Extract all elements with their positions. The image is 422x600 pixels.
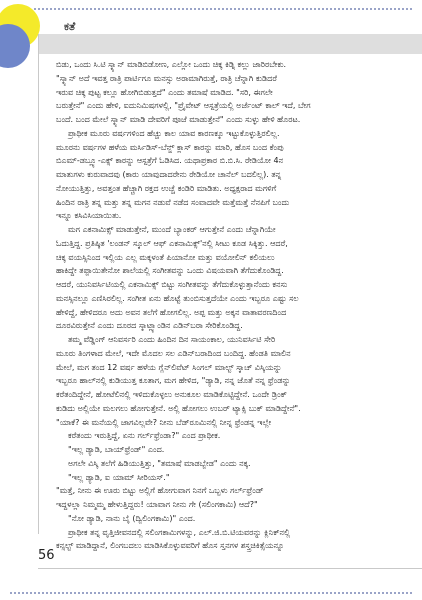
top-dotted-border: [34, 8, 412, 10]
text-line: ಮೇಲೆ, ಮಗ ತಂದ 12 ವರ್ಷ ಹಳೆಯ ಗ್ಲೆನ್‌ಲಿವೆಟ್ ಸಿಂಗಲ್ ಮಾಲ್ಟ್ ಸ್ಕಾಚ್ ವಿಸ್ಕಿಯನ್ನು: [56, 362, 282, 372]
text-line: ಚಿಕ್ಕ ವಯಸ್ಸಿನಿಂದ ಇಲ್ಲಿಯ ಎಲ್ಲ ಮಕ್ಕಳಂತೆ ಪಿಯಾನೋ ಮತ್ತು ವಯೋಲಿನ್ ಕಲಿಯಲು: [56, 252, 275, 262]
text-line: "ಮತ್ತೆ, ನೀನು ಈ ಊರು ಬಿಟ್ಟು ಅಲ್ಲಿಗೆ ಹೋಗುವಾಗ ನಿನಗೆ ಒಬ್ಬಳು ಗರ್ಲ್‌ಫ್ರೆಂಡ್: [56, 486, 264, 496]
footer-rule: [38, 568, 422, 569]
text-line: ಮನಸ್ಸಿನಲ್ಲೂ ಎಣಿಸಿರಲಿಲ್ಲ. ಸಂಗೀತ ಏನು ಹೊಟ್ಟೆ ತುಂಬಿಸುತ್ತದೆಯೇ ಎಂದು ಇಬ್ಬರೂ ಎಷ್ಟು ಸಲ: [56, 293, 299, 303]
text-line: ಹಾಕಿದ್ದೇ ತಪ್ಪಾಯಿತೇನೋ ಶಾಲೆಯಲ್ಲಿ ಸಂಗೀತವನ್ನು ಒಂದು ವಿಷಯವಾಗಿ ತೆಗೆದುಕೊಂಡಿದ್ದ.: [56, 266, 284, 276]
text-line: ಹೇಳಿದ್ದೆ, ಹೇಳಿದರೂ ಅದು ಅವನ ತಲೆಗೆ ಹೋಗಲಿಲ್ಲ. ಅಪ್ಪ ಮತ್ತು ಅಕ್ಕನ ವಾತಾವರಣದಿಂದ: [56, 307, 287, 317]
text-line: ನೋಯುತ್ತಿತ್ತು, ಅವತ್ತಂತ ಹೆಚ್ಚಾಗಿ ರಕ್ತದ ಉಚ್ಚೆ ಕಂಡಿರಿ ಮಾಡಿತು. ಅಧ್ಯಕ್ಷರಾದ ಮಗಳಿಗೆ: [56, 183, 277, 193]
text-line: "ಸ್ಕ್ಯಾನ್ ಅದೆ ಇವತ್ತ ರಾತ್ರಿ ಪಾರ್ಟಿಗೂ ಮನಸ್ಸು ಅರಾಮಾಗಿರುತ್ತೆ, ರಾತ್ರಿ ಚೆನ್ನಾಗಿ ಕುಡಿದರೆ: [56, 73, 277, 83]
text-line: ಮೂರನು ವರ್ಷಗಳ ಹಳೆಯ ಮರ್ಸಿಡಿಸ್-ಬೆನ್ಜ್ ಕ್ಲಾಸ್ ಕಾರನ್ನು ಮಾರಿ, ಹೊಸ ಬಂದ ಕೆಂಪು: [56, 142, 284, 152]
page-number: 56: [38, 548, 55, 563]
text-line: ಅಗಲೇ ವಿಸ್ಕಿ ತಲೆಗೆ ಹಿಡಿಯುತ್ತಿತ್ತು, "ತಮಾಷೆ ಮಾಡಬ್ಬೇಡ" ಎಂದು ನಕ್ಕ.: [68, 458, 251, 468]
text-line: ದೂರವಿರುತ್ತೇನೆ ಎಂದು ದೂರದ ಸ್ಕಾಟ್ಲ್ಯಾಂಡಿನ ಎಡಿನ್‌ಬರಾ ಸೇರಿಕೊಂಡಿದ್ದ.: [56, 321, 243, 331]
text-line: ಪ್ರಾಥೀಕ ಮೂರು ವರ್ಷಗಳಿಂದ ಹೆಚ್ಚು ಕಾಲ ಯಾವ ಕಾರಣಕ್ಕೂ ಇಟ್ಟುಕೊಳ್ಳುತ್ತಿರಲಿಲ್ಲ.: [68, 128, 280, 138]
text-line: ಇನ್ನೂ ಕಸಿವಿಸಿಯಾಯಿತು.: [56, 211, 122, 221]
header-band: [38, 34, 422, 54]
text-line: ಮಾತುಗಳು ಕುರುವಾದವು (ಕಾರು ಯಾವುದಾದರೇನು ರೇಡಿಯೋ ಚಾನೆಲ್ ಬದಲಿಲ್ಲ). ತನ್ನ: [56, 170, 282, 179]
text-line: ಪ್ರಾಥೀಕ ತನ್ನ ವೃತ್ತಿಜೀವನದಲ್ಲಿ ಸಲಿಂಗಕಾಮಿಗಳನ್ನು, ಎಲ್.ಜಿ.ಬಿ.ಟಿಯವರನ್ನು ಕ್ಲಿನಿಕ್‌ನಲ್ಲಿ: [68, 527, 291, 537]
text-line: "ಯಾಕೆ? ಈ ಮನೆಯಲ್ಲಿ ಜಾಗವಿಲ್ಲವೇ? ನೀನು ಬೆಡ್‌ರೂಮಿನಲ್ಲಿ ನೀನ್ನ ಫ್ರೆಂಡನ್ನ ಇಲ್ಲೇ: [56, 417, 272, 427]
article-body: [56, 58, 400, 553]
text-line: "ಇಲ್ಲ ಡ್ಯಾಡಿ, ಐ ಯಾಮ್ ಸೀರಿಯಸ್.": [68, 472, 170, 482]
text-line: "ಇಲ್ಲ ಡ್ಯಾಡಿ, ಬಾಯ್‌ಫ್ರೆಂಡ್" ಎಂದ.: [68, 445, 165, 454]
text-line: "ನೋ ಡ್ಯಾಡಿ, ನಾನು ಬೈ (ದ್ವಿಲಿಂಗಕಾಮಿ)" ಎಂದ.: [68, 513, 196, 523]
text-line: ಇಬ್ಬರೂ ಹಾಲ್‌ನಲ್ಲಿ ಕುಡಿಯುತ್ತ ಕೂತಾಗ, ಮಗ ಹೇಳಿದ, "ಡ್ಯಾಡಿ, ನನ್ನ ಜೊತೆ ನನ್ನ ಫ್ರೆಂಡನ್ನು: [56, 376, 291, 386]
section-label: ಕತೆ: [64, 20, 76, 33]
text-line: ಆದರೆ, ಯುನಿವರ್ಸಿಟಿಯಲ್ಲಿ ಎಕನಾಮಿಕ್ಸ್ ಬಿಟ್ಟು ಸಂಗೀತವನ್ನು ತೆಗೆದುಕೊಳ್ಳುತ್ತಾನೆಂದು ಕನಸು: [56, 280, 288, 289]
text-line: ಕರೆತಂದು ಇರುತ್ತಿದ್ದೆ, ಏನು ಗರ್ಲ್‌ಫ್ರೆಂಡಾ?" ಎಂದ ಪ್ರಾಥೀಕ.: [68, 431, 221, 441]
text-line: ಕನ್ಸಲ್ಟ್ ಮಾಡಿದ್ದಾನೆ, ಲಿಂಗಬದಲು ಮಾಡಿಸಿಕೊಳ್ಳುವವರಿಗೆ ಹೊಸ ಸ್ತನಗಳ ಶಸ್ತ್ರಚಿಕಿತ್ಸೆಯನ್ನೂ: [56, 541, 285, 551]
text-line: ಇದ್ದಳಲ್ಲಾ ನಿಮ್ಮಮ್ಮ ಹೇಳುತ್ತಿದ್ದರು! ಯಾವಾಗ ನೀನು ಗೇ (ಸಲಿಂಗಕಾಮಿ) ಆದೆ?": [56, 500, 258, 509]
text-line: ಬರುತ್ತೇನೆ" ಎಂದು ಹೇಳಿ, ಐದುನಿಮಿಷಗಳಲ್ಲಿ, "ಪ್ರೈವೇಟ್ ಆಸ್ಪತ್ರೆಯಲ್ಲಿ ಅರ್ಜೆಂಟ್ ಕಾಲ್ ಇದೆ, ಬೇಗ: [56, 101, 311, 111]
left-margin-rule: [38, 34, 39, 534]
text-line: ಬಂದೆ. ಬಂದ ಮೇಲೆ ಸ್ಕ್ಯಾನ್ ಮಾಡಿ ದೇವರಿಗೆ ಪೂಜೆ ಮಾಡುತ್ತೇನೆ" ಎಂದು ಸುಳ್ಳು ಹೇಳಿ ಹೊರಟ.: [56, 115, 301, 124]
text-line: ಮಗ ಎಕನಾಮಿಕ್ಸ್ ಮಾಡುತ್ತೇನೆ, ಮುಂದೆ ಬ್ಯಾಂಕರ್ ಆಗುತ್ತೇನೆ ಎಂದು ಚೆನ್ನಾಗಿಯೇ: [68, 225, 276, 234]
text-line: ಕರೆತಂದಿದ್ದೇನೆ, ಹೋಟೆಲಿನಲ್ಲಿ ಇಳಿದುಕೊಳ್ಳಲು ಅನುಕೂಲ ಮಾಡಿಕೊಟ್ಟಿದ್ದೇನೆ. ಒಂದೇ ಡ್ರಿಂಕ್: [56, 390, 287, 399]
text-line: ತಮ್ಮ ವೆಡ್ಡಿಂಗ್ ಆನಿವರ್ಸರಿ ಎಂದು ಹಿಂದಿನ ದಿನ ಸಾಯಂಕಾಲ, ಯುನಿವರ್ಸಿಟಿ ಸೇರಿ: [68, 335, 276, 344]
text-line: ಇರುವ ಚಿಕ್ಕ ಪುಟ್ಟ ಕಲ್ಲೂ ಹೋಗಿಬಿಡುತ್ತದೆ" ಎಂದು ತಮಾಷೆ ಮಾಡಿದ. "ಸರಿ, ಈಗಲೇ: [56, 87, 273, 97]
text-line: ಬಿಎಮ್-ಡಬ್ಲ್ಯೂ-ಎಕ್ಸ್ ಕಾರನ್ನು ಆಸ್ಪತ್ರೆಗೆ ಓಡಿಸಿದ. ಯಥಾಪ್ರಕಾರ ಬಿ.ಬಿ.ಸಿ. ರೇಡಿಯೋ 4ನ: [56, 156, 284, 166]
text-line: ಬಿಡು, ಒಂದು ಸಿ.ಟಿ ಸ್ಕ್ಯಾನ್ ಮಾಡಿಬಿಡೋಣ, ಎಲ್ಲೋ ಒಂದು ಚಿಕ್ಕ ಕಿಡ್ನಿ ಕಲ್ಲು ಜಾರಿರಬೇಕು.: [56, 60, 287, 69]
text-line: ಹಿಂದಿನ ರಾತ್ರಿ ತನ್ನ ಮತ್ತು ತನ್ನ ಮಗನ ನಡುವೆ ನಡೆದ ಸಂವಾದವೇ ಮತ್ತೆಮತ್ತೆ ನೆನಪಿಗೆ ಬಂದು: [56, 197, 290, 207]
text-line: ಕುಡಿದು ಅಲ್ಲಿಯೇ ಮಲಗಲು ಹೋಗುತ್ತೇನೆ. ಅಲ್ಲಿ ಹೋಗಲು ಉಬರ್ ಟ್ಯಾಕ್ಸಿ ಬುಕ್ ಮಾಡಿದ್ದೇನೆ".: [56, 403, 301, 413]
text-line: ಮೂರು ತಿಂಗಳಾದ ಮೇಲೆ, ಇದೇ ಮೊದಲ ಸಲ ಎಡಿನ್‌ಬರಾದಿಂದ ಬಂದಿದ್ದ. ಹೆಂಡತಿ ಮಾಲಿನ: [56, 348, 291, 358]
bottom-dotted-border: [10, 592, 412, 594]
text-line: ಓದುತ್ತಿದ್ದ. ಪ್ರತಿಷ್ಠಿತ 'ಲಂಡನ್ ಸ್ಕೂಲ್ ಆಫ್ ಎಕನಾಮಿಕ್ಸ್'ನಲ್ಲಿ ಸೀಟು ಕೂಡ ಸಿಕ್ಕಿತ್ತು. ಆದರೆ,: [56, 238, 288, 248]
